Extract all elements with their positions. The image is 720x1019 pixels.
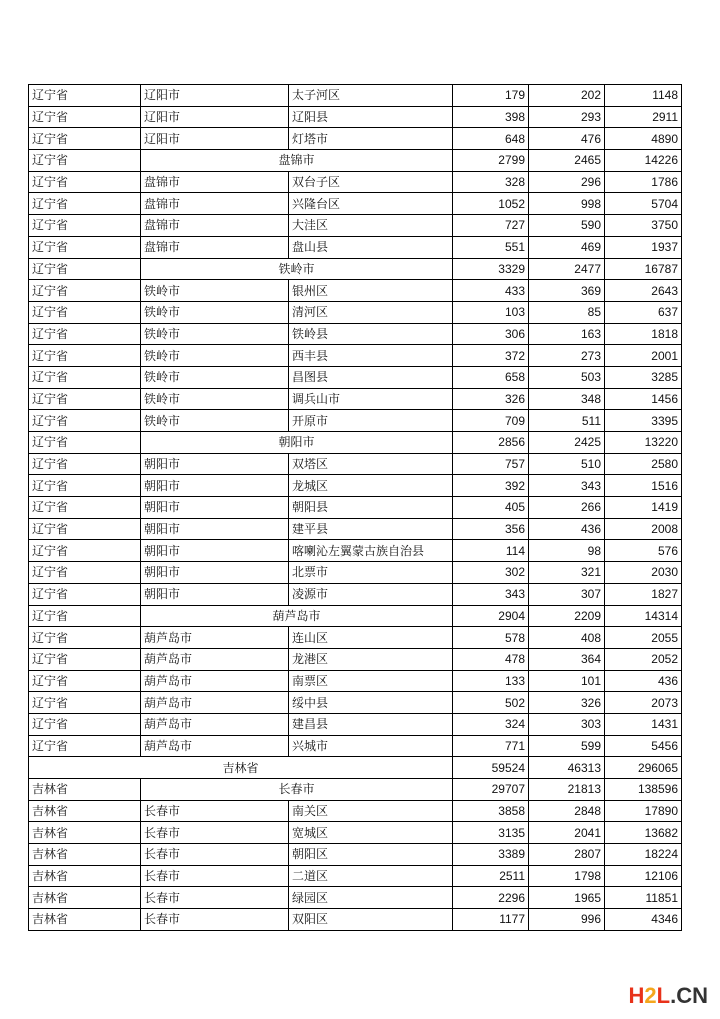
value-cell-1: 324 [453,713,529,735]
city-cell: 长春市 [141,800,289,822]
table-row [29,583,682,605]
value-cell-2: 343 [529,475,605,497]
province-cell: 吉林省 [29,822,141,844]
county-cell: 喀喇沁左翼蒙古族自治县 [289,540,453,562]
value-cell-1: 709 [453,410,529,432]
value-cell-3: 2580 [605,453,682,475]
value-cell-2: 364 [529,648,605,670]
table-row [29,540,682,562]
value-cell-2: 1965 [529,887,605,909]
province-cell: 辽宁省 [29,692,141,714]
province-cell: 辽宁省 [29,258,141,280]
value-cell-1: 405 [453,497,529,519]
value-cell-3: 5456 [605,735,682,757]
table-row [29,258,682,280]
value-cell-3: 18224 [605,844,682,866]
table-row [29,518,682,540]
value-cell-1: 392 [453,475,529,497]
city-cell: 辽阳市 [141,128,289,150]
county-cell: 建昌县 [289,713,453,735]
city-cell: 朝阳市 [141,453,289,475]
value-cell-2: 408 [529,627,605,649]
city-cell: 盘锦市 [141,171,289,193]
city-cell: 葫芦岛市 [141,627,289,649]
statistics-table [28,84,682,931]
county-cell: 建平县 [289,518,453,540]
value-cell-3: 2008 [605,518,682,540]
value-cell-3: 2001 [605,345,682,367]
value-cell-1: 179 [453,85,529,107]
province-cell: 辽宁省 [29,432,141,454]
value-cell-1: 478 [453,648,529,670]
value-cell-2: 2209 [529,605,605,627]
city-cell: 葫芦岛市 [141,713,289,735]
city-cell: 葫芦岛市 [141,648,289,670]
province-cell: 吉林省 [29,844,141,866]
value-cell-1: 356 [453,518,529,540]
province-cell: 吉林省 [29,779,141,801]
province-cell: 吉林省 [29,865,141,887]
value-cell-2: 273 [529,345,605,367]
county-cell: 宽城区 [289,822,453,844]
province-cell: 辽宁省 [29,366,141,388]
county-cell: 双台子区 [289,171,453,193]
value-cell-1: 3389 [453,844,529,866]
province-cell: 辽宁省 [29,713,141,735]
value-cell-3: 1937 [605,236,682,258]
table-row [29,171,682,193]
value-cell-2: 326 [529,692,605,714]
city-total-cell: 朝阳市 [141,432,453,454]
value-cell-3: 5704 [605,193,682,215]
city-cell: 长春市 [141,844,289,866]
value-cell-1: 59524 [453,757,529,779]
value-cell-1: 757 [453,453,529,475]
value-cell-3: 2052 [605,648,682,670]
table-row [29,301,682,323]
city-cell: 葫芦岛市 [141,735,289,757]
value-cell-2: 1798 [529,865,605,887]
value-cell-3: 4890 [605,128,682,150]
value-cell-3: 1818 [605,323,682,345]
county-cell: 绥中县 [289,692,453,714]
table-row [29,150,682,172]
watermark-cn: .CN [670,983,708,1008]
value-cell-3: 4346 [605,909,682,931]
value-cell-3: 14226 [605,150,682,172]
value-cell-1: 658 [453,366,529,388]
city-cell: 朝阳市 [141,583,289,605]
value-cell-3: 13220 [605,432,682,454]
table-row [29,280,682,302]
county-cell: 铁岭县 [289,323,453,345]
city-cell: 铁岭市 [141,323,289,345]
county-cell: 银州区 [289,280,453,302]
value-cell-1: 29707 [453,779,529,801]
province-cell: 吉林省 [29,909,141,931]
page-top-margin [0,0,720,84]
county-cell: 兴城市 [289,735,453,757]
value-cell-2: 599 [529,735,605,757]
value-cell-3: 2073 [605,692,682,714]
table-row [29,388,682,410]
value-cell-1: 2904 [453,605,529,627]
value-cell-2: 85 [529,301,605,323]
province-cell: 辽宁省 [29,215,141,237]
value-cell-3: 436 [605,670,682,692]
value-cell-1: 326 [453,388,529,410]
table-row [29,735,682,757]
province-cell: 辽宁省 [29,323,141,345]
province-cell: 辽宁省 [29,150,141,172]
table-row [29,215,682,237]
province-cell: 辽宁省 [29,128,141,150]
value-cell-2: 476 [529,128,605,150]
value-cell-3: 138596 [605,779,682,801]
county-cell: 龙城区 [289,475,453,497]
table-row [29,800,682,822]
value-cell-1: 2856 [453,432,529,454]
value-cell-3: 11851 [605,887,682,909]
table-row [29,85,682,107]
value-cell-3: 2055 [605,627,682,649]
value-cell-2: 998 [529,193,605,215]
value-cell-1: 2511 [453,865,529,887]
county-cell: 盘山县 [289,236,453,258]
value-cell-3: 2643 [605,280,682,302]
table-row [29,887,682,909]
value-cell-2: 590 [529,215,605,237]
table-row [29,128,682,150]
value-cell-2: 2848 [529,800,605,822]
value-cell-3: 2911 [605,106,682,128]
city-cell: 盘锦市 [141,193,289,215]
value-cell-3: 12106 [605,865,682,887]
county-cell: 双塔区 [289,453,453,475]
value-cell-3: 1827 [605,583,682,605]
city-cell: 铁岭市 [141,301,289,323]
county-cell: 西丰县 [289,345,453,367]
value-cell-2: 348 [529,388,605,410]
province-cell: 辽宁省 [29,193,141,215]
value-cell-1: 133 [453,670,529,692]
value-cell-3: 1516 [605,475,682,497]
city-total-cell: 铁岭市 [141,258,453,280]
province-cell: 辽宁省 [29,562,141,584]
value-cell-2: 163 [529,323,605,345]
value-cell-3: 1786 [605,171,682,193]
county-cell: 昌图县 [289,366,453,388]
value-cell-3: 3750 [605,215,682,237]
value-cell-2: 503 [529,366,605,388]
value-cell-2: 321 [529,562,605,584]
value-cell-2: 510 [529,453,605,475]
city-cell: 葫芦岛市 [141,670,289,692]
value-cell-3: 1456 [605,388,682,410]
value-cell-1: 551 [453,236,529,258]
value-cell-3: 13682 [605,822,682,844]
city-cell: 葫芦岛市 [141,692,289,714]
table-row [29,366,682,388]
value-cell-1: 3329 [453,258,529,280]
value-cell-1: 114 [453,540,529,562]
value-cell-1: 328 [453,171,529,193]
table-body [29,85,682,931]
province-cell: 辽宁省 [29,106,141,128]
city-cell: 朝阳市 [141,518,289,540]
value-cell-3: 576 [605,540,682,562]
county-cell: 清河区 [289,301,453,323]
value-cell-3: 17890 [605,800,682,822]
value-cell-2: 511 [529,410,605,432]
county-cell: 调兵山市 [289,388,453,410]
county-cell: 南关区 [289,800,453,822]
value-cell-2: 266 [529,497,605,519]
value-cell-2: 21813 [529,779,605,801]
value-cell-2: 436 [529,518,605,540]
table-row [29,323,682,345]
city-total-cell: 长春市 [141,779,453,801]
value-cell-2: 2041 [529,822,605,844]
value-cell-3: 1419 [605,497,682,519]
value-cell-3: 1148 [605,85,682,107]
county-cell: 朝阳区 [289,844,453,866]
value-cell-2: 296 [529,171,605,193]
province-cell: 辽宁省 [29,583,141,605]
province-cell: 辽宁省 [29,540,141,562]
table-row [29,236,682,258]
province-cell: 辽宁省 [29,627,141,649]
value-cell-1: 578 [453,627,529,649]
table-row [29,844,682,866]
city-cell: 长春市 [141,909,289,931]
city-cell: 辽阳市 [141,85,289,107]
province-cell: 辽宁省 [29,345,141,367]
value-cell-1: 306 [453,323,529,345]
value-cell-1: 103 [453,301,529,323]
value-cell-2: 469 [529,236,605,258]
value-cell-3: 296065 [605,757,682,779]
value-cell-1: 727 [453,215,529,237]
county-cell: 北票市 [289,562,453,584]
table-row [29,193,682,215]
county-cell: 南票区 [289,670,453,692]
value-cell-2: 307 [529,583,605,605]
county-cell: 双阳区 [289,909,453,931]
county-cell: 兴隆台区 [289,193,453,215]
value-cell-2: 369 [529,280,605,302]
province-cell: 辽宁省 [29,280,141,302]
province-cell: 辽宁省 [29,453,141,475]
table-row [29,822,682,844]
value-cell-3: 1431 [605,713,682,735]
city-cell: 铁岭市 [141,345,289,367]
value-cell-3: 3395 [605,410,682,432]
county-cell: 二道区 [289,865,453,887]
value-cell-2: 996 [529,909,605,931]
value-cell-3: 3285 [605,366,682,388]
county-cell: 朝阳县 [289,497,453,519]
city-cell: 长春市 [141,887,289,909]
province-cell: 辽宁省 [29,301,141,323]
value-cell-2: 2477 [529,258,605,280]
watermark-h: H [628,983,645,1008]
county-cell: 龙港区 [289,648,453,670]
province-cell: 辽宁省 [29,171,141,193]
city-cell: 辽阳市 [141,106,289,128]
table-row [29,345,682,367]
province-cell: 辽宁省 [29,236,141,258]
city-cell: 朝阳市 [141,475,289,497]
value-cell-1: 302 [453,562,529,584]
city-total-cell: 葫芦岛市 [141,605,453,627]
table-row [29,497,682,519]
province-cell: 辽宁省 [29,605,141,627]
province-cell: 辽宁省 [29,497,141,519]
city-cell: 朝阳市 [141,562,289,584]
county-cell: 开原市 [289,410,453,432]
city-cell: 盘锦市 [141,236,289,258]
value-cell-1: 648 [453,128,529,150]
value-cell-2: 98 [529,540,605,562]
table-row [29,779,682,801]
county-cell: 绿园区 [289,887,453,909]
city-cell: 盘锦市 [141,215,289,237]
city-total-cell: 盘锦市 [141,150,453,172]
province-total-cell: 吉林省 [29,757,453,779]
province-cell: 吉林省 [29,887,141,909]
value-cell-1: 398 [453,106,529,128]
city-cell: 长春市 [141,822,289,844]
value-cell-2: 101 [529,670,605,692]
province-cell: 辽宁省 [29,670,141,692]
city-cell: 铁岭市 [141,280,289,302]
table-row [29,692,682,714]
value-cell-1: 2799 [453,150,529,172]
table-row [29,410,682,432]
table-row [29,909,682,931]
value-cell-1: 1052 [453,193,529,215]
province-cell: 辽宁省 [29,735,141,757]
county-cell: 灯塔市 [289,128,453,150]
value-cell-3: 637 [605,301,682,323]
province-cell: 吉林省 [29,800,141,822]
value-cell-1: 433 [453,280,529,302]
value-cell-2: 46313 [529,757,605,779]
province-cell: 辽宁省 [29,85,141,107]
value-cell-1: 372 [453,345,529,367]
county-cell: 凌源市 [289,583,453,605]
table-row [29,865,682,887]
value-cell-2: 293 [529,106,605,128]
table-row [29,475,682,497]
table-row [29,453,682,475]
table-row [29,670,682,692]
value-cell-1: 3858 [453,800,529,822]
value-cell-2: 2465 [529,150,605,172]
table-row [29,432,682,454]
table-row [29,627,682,649]
table-row [29,648,682,670]
table-row [29,106,682,128]
county-cell: 辽阳县 [289,106,453,128]
city-cell: 长春市 [141,865,289,887]
watermark-2: 2 [644,983,657,1008]
value-cell-1: 502 [453,692,529,714]
city-cell: 铁岭市 [141,366,289,388]
value-cell-3: 16787 [605,258,682,280]
value-cell-1: 2296 [453,887,529,909]
value-cell-1: 343 [453,583,529,605]
city-cell: 铁岭市 [141,388,289,410]
watermark-l: L [656,983,671,1008]
value-cell-3: 14314 [605,605,682,627]
value-cell-1: 3135 [453,822,529,844]
province-cell: 辽宁省 [29,410,141,432]
value-cell-3: 2030 [605,562,682,584]
value-cell-2: 202 [529,85,605,107]
value-cell-1: 771 [453,735,529,757]
province-cell: 辽宁省 [29,648,141,670]
site-watermark [629,983,708,1009]
city-cell: 朝阳市 [141,540,289,562]
city-cell: 朝阳市 [141,497,289,519]
province-cell: 辽宁省 [29,518,141,540]
value-cell-2: 2425 [529,432,605,454]
value-cell-1: 1177 [453,909,529,931]
province-cell: 辽宁省 [29,388,141,410]
table-row [29,562,682,584]
value-cell-2: 2807 [529,844,605,866]
county-cell: 大洼区 [289,215,453,237]
value-cell-2: 303 [529,713,605,735]
city-cell: 铁岭市 [141,410,289,432]
table-row [29,757,682,779]
table-row [29,713,682,735]
table-row [29,605,682,627]
county-cell: 太子河区 [289,85,453,107]
county-cell: 连山区 [289,627,453,649]
province-cell: 辽宁省 [29,475,141,497]
